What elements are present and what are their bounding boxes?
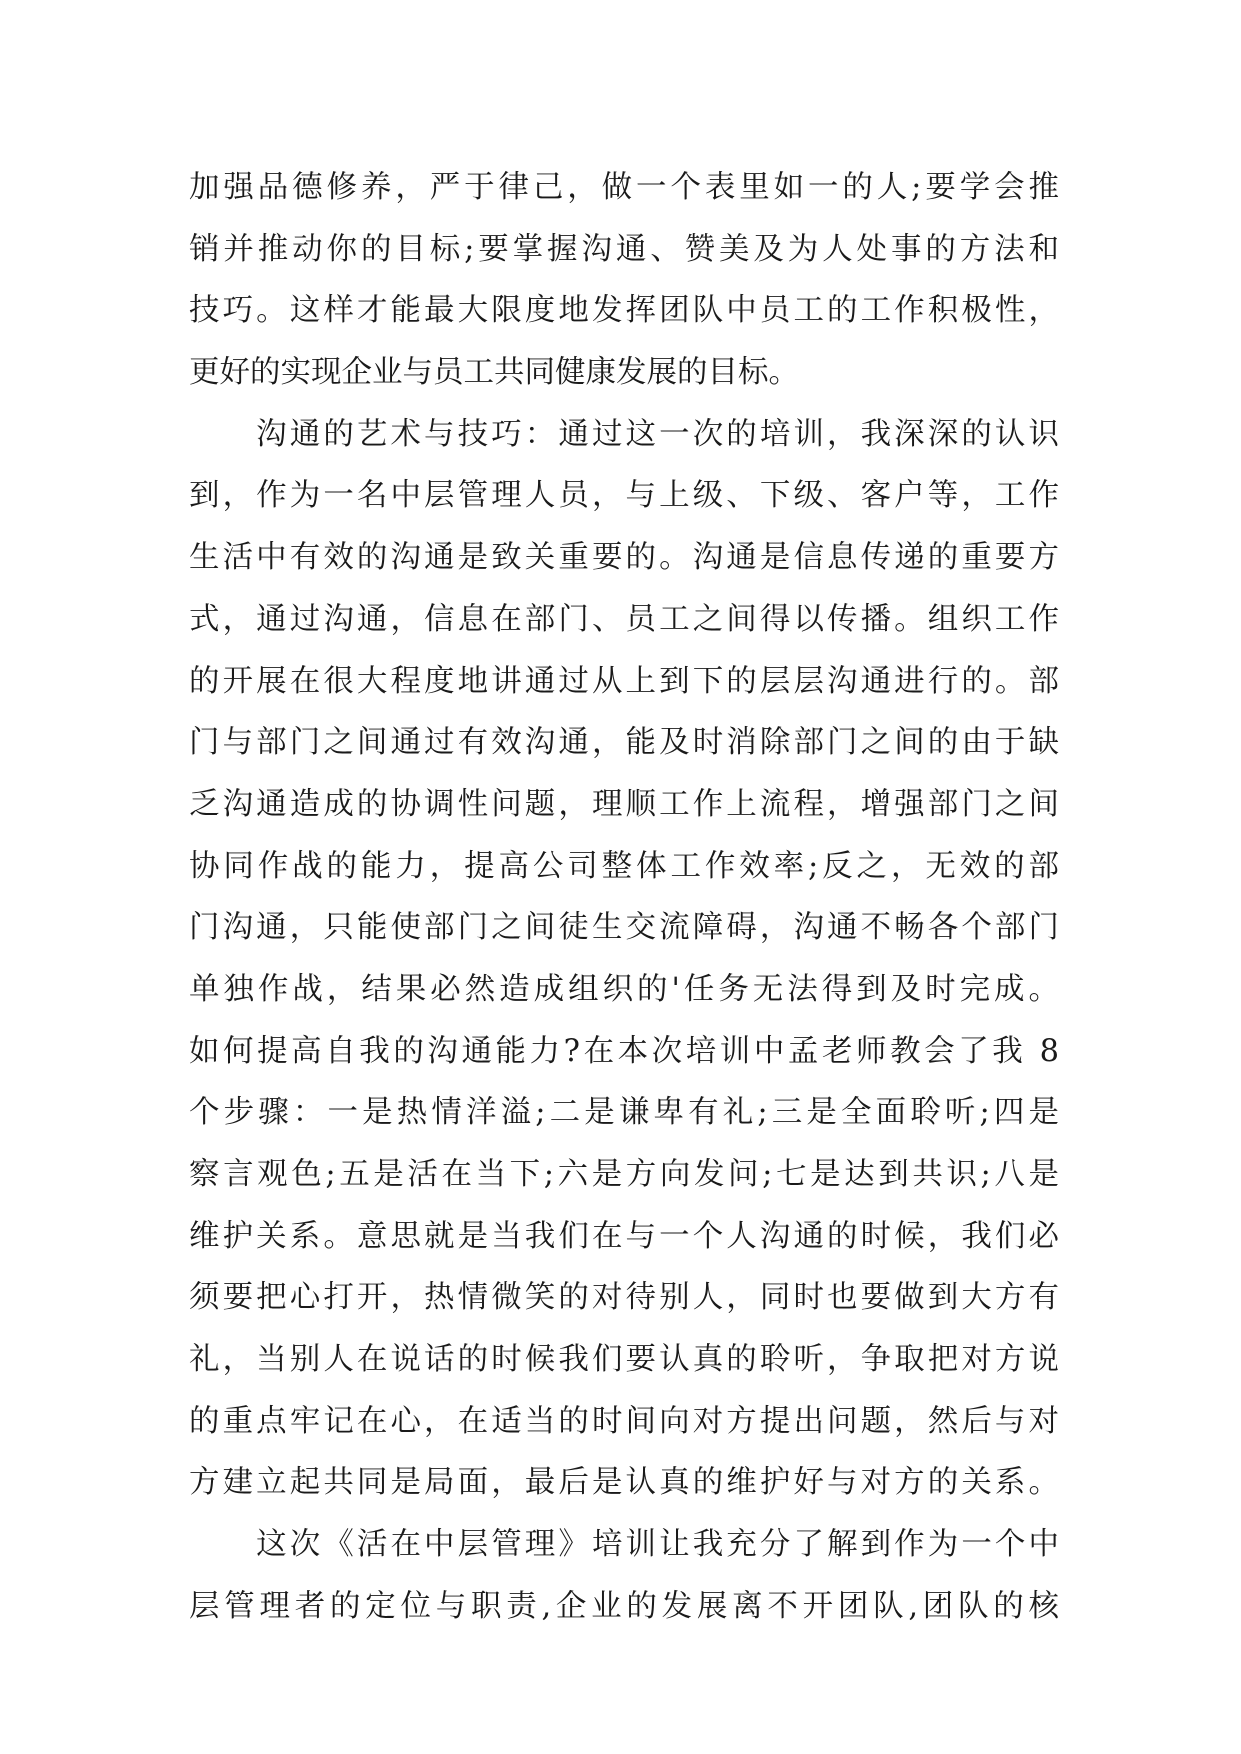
text-line: 技巧。这样才能最大限度地发挥团队中员工的工作积极性， xyxy=(189,293,1059,329)
text-line: 乏沟通造成的协调性问题，理顺工作上流程，增强部门之间 xyxy=(189,786,1059,822)
text-line: 方建立起共同是局面，最后是认真的维护好与对方的关系。 xyxy=(189,1465,1059,1501)
text-line: 沟通的艺术与技巧：通过这一次的培训，我深深的认识 xyxy=(189,416,1059,452)
text-line: 须要把心打开，热情微笑的对待别人，同时也要做到大方有 xyxy=(189,1280,1059,1316)
text-line: 层管理者的定位与职责,企业的发展离不开团队,团队的核 xyxy=(189,1588,1059,1624)
text-line: 更好的实现企业与员工共同健康发展的目标。 xyxy=(189,355,799,391)
text-line: 到，作为一名中层管理人员，与上级、下级、客户等，工作 xyxy=(189,478,1059,514)
text-line: 式，通过沟通，信息在部门、员工之间得以传播。组织工作 xyxy=(189,601,1059,637)
text-line: 如何提高自我的沟通能力?在本次培训中孟老师教会了我 8 xyxy=(189,1033,1059,1069)
text-line: 单独作战，结果必然造成组织的'任务无法得到及时完成。 xyxy=(189,971,1059,1007)
text-line: 个步骤：一是热情洋溢;二是谦卑有礼;三是全面聆听;四是 xyxy=(189,1095,1059,1131)
text-line: 的重点牢记在心，在适当的时间向对方提出问题，然后与对 xyxy=(189,1403,1059,1439)
text-line: 销并推动你的目标;要掌握沟通、赞美及为人处事的方法和 xyxy=(189,231,1059,267)
text-line: 门与部门之间通过有效沟通，能及时消除部门之间的由于缺 xyxy=(189,725,1059,761)
text-line: 这次《活在中层管理》培训让我充分了解到作为一个中 xyxy=(189,1527,1059,1563)
text-line: 协同作战的能力，提高公司整体工作效率;反之，无效的部 xyxy=(189,848,1059,884)
text-line: 礼，当别人在说话的时候我们要认真的聆听，争取把对方说 xyxy=(189,1342,1059,1378)
text-line: 察言观色;五是活在当下;六是方向发问;七是达到共识;八是 xyxy=(189,1157,1059,1192)
text-line: 维护关系。意思就是当我们在与一个人沟通的时候，我们必 xyxy=(189,1218,1059,1254)
text-line: 加强品德修养，严于律己，做一个表里如一的人;要学会推 xyxy=(189,170,1059,205)
text-line: 生活中有效的沟通是致关重要的。沟通是信息传递的重要方 xyxy=(189,540,1059,576)
text-line: 的开展在很大程度地讲通过从上到下的层层沟通进行的。部 xyxy=(189,663,1059,699)
text-line: 门沟通，只能使部门之间徒生交流障碍，沟通不畅各个部门 xyxy=(189,910,1059,946)
document-body xyxy=(189,157,1059,1638)
